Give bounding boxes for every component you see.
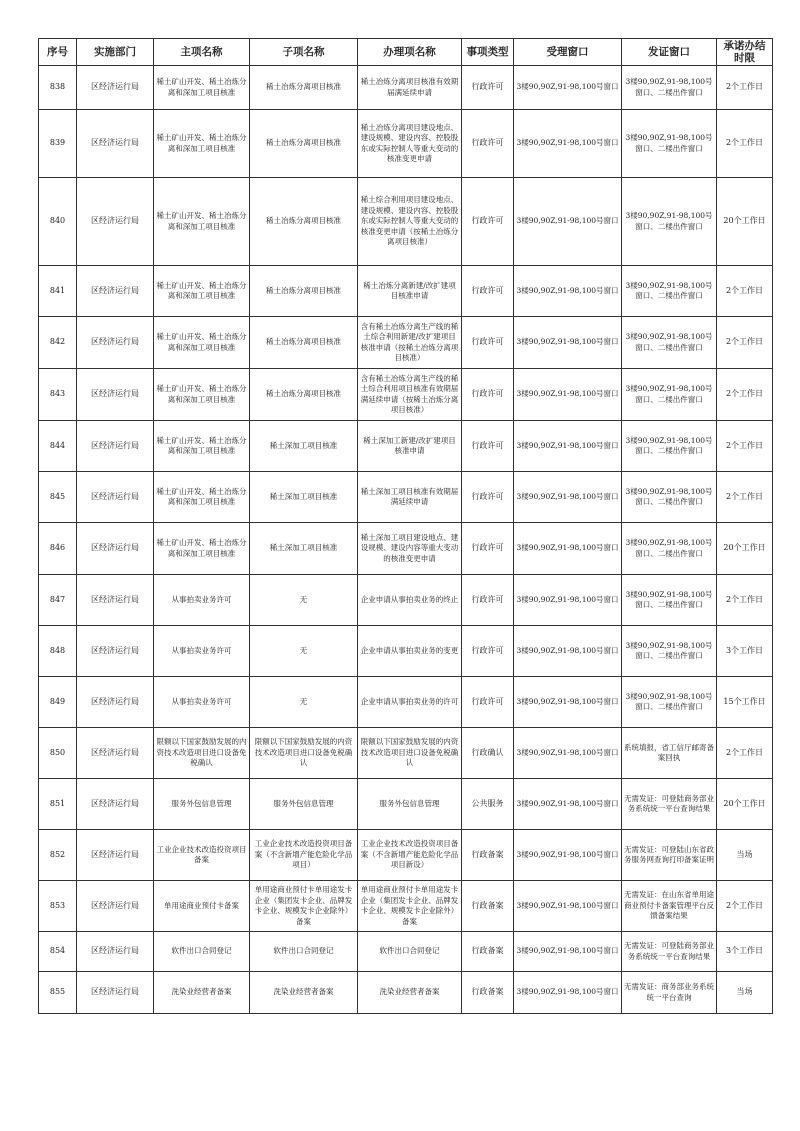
cell-type: 行政许可 — [462, 178, 514, 266]
cell-item: 企业申请从事拍卖业务的变更 — [358, 626, 462, 677]
cell-type: 行政许可 — [462, 677, 514, 728]
cell-type: 行政许可 — [462, 575, 514, 626]
cell-item: 服务外包信息管理 — [358, 779, 462, 830]
cell-no: 838 — [39, 66, 77, 110]
cell-sub: 稀土冶炼分离项目核准 — [250, 266, 358, 317]
cell-issue: 3楼90,90Z,91-98,100号窗口、二楼出件窗口 — [622, 317, 717, 369]
cell-issue: 3楼90,90Z,91-98,100号窗口、二楼出件窗口 — [622, 66, 717, 110]
cell-no: 846 — [39, 523, 77, 575]
cell-limit: 2个工作日 — [717, 575, 773, 626]
table-row — [39, 830, 773, 881]
cell-type: 行政许可 — [462, 523, 514, 575]
cell-sub: 稀土深加工项目核准 — [250, 472, 358, 523]
cell-issue: 系统填报，省工信厅邮寄备案回执 — [622, 728, 717, 779]
service-items-table — [38, 38, 773, 1014]
cell-limit: 3个工作日 — [717, 932, 773, 972]
cell-main: 软件出口合同登记 — [154, 932, 250, 972]
cell-dept: 区经济运行局 — [77, 575, 154, 626]
cell-dept: 区经济运行局 — [77, 66, 154, 110]
cell-no: 848 — [39, 626, 77, 677]
table-row — [39, 110, 773, 178]
cell-main: 稀土矿山开发、稀土冶炼分离和深加工项目核准 — [154, 178, 250, 266]
cell-accept: 3楼90,90Z,91-98,100号窗口 — [514, 317, 622, 369]
cell-type: 行政许可 — [462, 266, 514, 317]
cell-issue: 3楼90,90Z,91-98,100号窗口、二楼出件窗口 — [622, 626, 717, 677]
cell-no: 855 — [39, 972, 77, 1014]
cell-main: 工业企业技术改造投资项目备案 — [154, 830, 250, 881]
cell-accept: 3楼90,90Z,91-98,100号窗口 — [514, 523, 622, 575]
table-row — [39, 932, 773, 972]
cell-item: 稀土综合利用项目建设地点、建设规模、建设内容、控股股东或实际控制人等重大变动的核准变更申请（按稀土冶炼分离项目核准） — [358, 178, 462, 266]
cell-no: 841 — [39, 266, 77, 317]
cell-main: 稀土矿山开发、稀土冶炼分离和深加工项目核准 — [154, 421, 250, 472]
cell-item: 稀土冶炼分离项目核准有效期届满延续申请 — [358, 66, 462, 110]
cell-dept: 区经济运行局 — [77, 266, 154, 317]
header-main: 主项名称 — [154, 39, 250, 66]
table-row — [39, 677, 773, 728]
cell-no: 840 — [39, 178, 77, 266]
cell-no: 844 — [39, 421, 77, 472]
table-row — [39, 626, 773, 677]
cell-type: 行政许可 — [462, 369, 514, 421]
cell-no: 852 — [39, 830, 77, 881]
cell-dept: 区经济运行局 — [77, 881, 154, 932]
cell-sub: 稀土冶炼分离项目核准 — [250, 178, 358, 266]
cell-type: 行政许可 — [462, 626, 514, 677]
header-issue: 发证窗口 — [622, 39, 717, 66]
table-row — [39, 881, 773, 932]
cell-issue: 无需发证：商务部业务系统统一平台查询 — [622, 972, 717, 1014]
cell-limit: 2个工作日 — [717, 266, 773, 317]
cell-issue: 无需发证：在山东省单用途商业预付卡备案管理平台反馈备案结果 — [622, 881, 717, 932]
cell-main: 稀土矿山开发、稀土冶炼分离和深加工项目核准 — [154, 66, 250, 110]
table-row — [39, 178, 773, 266]
cell-main: 从事拍卖业务许可 — [154, 575, 250, 626]
cell-item: 含有稀土冶炼分离生产线的稀土综合利用新建/改扩建项目核准申请（按稀土冶炼分离项目核准） — [358, 317, 462, 369]
cell-accept: 3楼90,90Z,91-98,100号窗口 — [514, 266, 622, 317]
cell-issue: 3楼90,90Z,91-98,100号窗口、二楼出件窗口 — [622, 369, 717, 421]
cell-issue: 3楼90,90Z,91-98,100号窗口、二楼出件窗口 — [622, 178, 717, 266]
cell-dept: 区经济运行局 — [77, 830, 154, 881]
cell-item: 洗染业经营者备案 — [358, 972, 462, 1014]
cell-main: 服务外包信息管理 — [154, 779, 250, 830]
cell-dept: 区经济运行局 — [77, 779, 154, 830]
cell-sub: 稀土深加工项目核准 — [250, 421, 358, 472]
cell-main: 稀土矿山开发、稀土冶炼分离和深加工项目核准 — [154, 369, 250, 421]
cell-no: 854 — [39, 932, 77, 972]
cell-item: 单用途商业预付卡单用途发卡企业（集团发卡企业、品牌发卡企业、规模发卡企业除外）备案 — [358, 881, 462, 932]
cell-dept: 区经济运行局 — [77, 317, 154, 369]
cell-no: 851 — [39, 779, 77, 830]
header-no: 序号 — [39, 39, 77, 66]
table-body — [39, 66, 773, 1014]
cell-main: 稀土矿山开发、稀土冶炼分离和深加工项目核准 — [154, 472, 250, 523]
table-row — [39, 266, 773, 317]
cell-dept: 区经济运行局 — [77, 110, 154, 178]
cell-main: 稀土矿山开发、稀土冶炼分离和深加工项目核准 — [154, 317, 250, 369]
cell-item: 稀土深加工项目核准有效期届满延续申请 — [358, 472, 462, 523]
cell-sub: 稀土冶炼分离项目核准 — [250, 369, 358, 421]
cell-limit: 当场 — [717, 830, 773, 881]
cell-main: 从事拍卖业务许可 — [154, 677, 250, 728]
cell-limit: 2个工作日 — [717, 472, 773, 523]
cell-item: 稀土冶炼分离项目建设地点、建设规模、建设内容、控股股东或实际控制人等重大变动的核准变更申请 — [358, 110, 462, 178]
cell-no: 853 — [39, 881, 77, 932]
cell-main: 单用途商业预付卡备案 — [154, 881, 250, 932]
cell-accept: 3楼90,90Z,91-98,100号窗口 — [514, 575, 622, 626]
cell-type: 行政备案 — [462, 932, 514, 972]
table-row — [39, 472, 773, 523]
cell-sub: 稀土冶炼分离项目核准 — [250, 66, 358, 110]
cell-accept: 3楼90,90Z,91-98,100号窗口 — [514, 728, 622, 779]
table-row — [39, 972, 773, 1014]
cell-limit: 2个工作日 — [717, 110, 773, 178]
header-limit: 承诺办结时限 — [717, 39, 773, 66]
cell-limit: 20个工作日 — [717, 178, 773, 266]
cell-limit: 当场 — [717, 972, 773, 1014]
table-row — [39, 523, 773, 575]
cell-accept: 3楼90,90Z,91-98,100号窗口 — [514, 66, 622, 110]
cell-accept: 3楼90,90Z,91-98,100号窗口 — [514, 779, 622, 830]
cell-item: 稀土深加工新建/改扩建项目核准申请 — [358, 421, 462, 472]
cell-sub: 单用途商业预付卡单用途发卡企业（集团发卡企业、品牌发卡企业、规模发卡企业除外）备案 — [250, 881, 358, 932]
cell-item: 软件出口合同登记 — [358, 932, 462, 972]
cell-main: 限额以下国家鼓励发展的内资技术改造项目进口设备免税确认 — [154, 728, 250, 779]
cell-main: 从事拍卖业务许可 — [154, 626, 250, 677]
cell-dept: 区经济运行局 — [77, 677, 154, 728]
table-row — [39, 66, 773, 110]
cell-accept: 3楼90,90Z,91-98,100号窗口 — [514, 881, 622, 932]
table-row — [39, 728, 773, 779]
header-sub: 子项名称 — [250, 39, 358, 66]
cell-sub: 无 — [250, 575, 358, 626]
cell-sub: 稀土冶炼分离项目核准 — [250, 110, 358, 178]
cell-dept: 区经济运行局 — [77, 932, 154, 972]
cell-limit: 2个工作日 — [717, 728, 773, 779]
cell-sub: 稀土冶炼分离项目核准 — [250, 317, 358, 369]
cell-dept: 区经济运行局 — [77, 178, 154, 266]
cell-sub: 工业企业技术改造投资项目备案（不含新增产能危险化学品项目） — [250, 830, 358, 881]
cell-sub: 限额以下国家鼓励发展的内资技术改造项目进口设备免税确认 — [250, 728, 358, 779]
cell-item: 限额以下国家鼓励发展的内资技术改造项目进口设备免税确认 — [358, 728, 462, 779]
cell-no: 849 — [39, 677, 77, 728]
cell-limit: 2个工作日 — [717, 881, 773, 932]
cell-item: 企业申请从事拍卖业务的终止 — [358, 575, 462, 626]
cell-issue: 3楼90,90Z,91-98,100号窗口、二楼出件窗口 — [622, 677, 717, 728]
cell-dept: 区经济运行局 — [77, 369, 154, 421]
cell-dept: 区经济运行局 — [77, 421, 154, 472]
table-row — [39, 317, 773, 369]
cell-sub: 无 — [250, 677, 358, 728]
cell-sub: 无 — [250, 626, 358, 677]
cell-main: 稀土矿山开发、稀土冶炼分离和深加工项目核准 — [154, 266, 250, 317]
table-header-row — [39, 39, 773, 66]
header-type: 事项类型 — [462, 39, 514, 66]
cell-no: 847 — [39, 575, 77, 626]
cell-issue: 无需发证：可登陆商务部业务系统统一平台查询结果 — [622, 932, 717, 972]
cell-dept: 区经济运行局 — [77, 728, 154, 779]
cell-item: 稀土深加工项目建设地点、建设规模、建设内容等重大变动的核准变更申请 — [358, 523, 462, 575]
cell-type: 公共服务 — [462, 779, 514, 830]
table-row — [39, 421, 773, 472]
cell-type: 行政许可 — [462, 421, 514, 472]
cell-issue: 3楼90,90Z,91-98,100号窗口、二楼出件窗口 — [622, 523, 717, 575]
cell-limit: 20个工作日 — [717, 779, 773, 830]
cell-issue: 3楼90,90Z,91-98,100号窗口、二楼出件窗口 — [622, 421, 717, 472]
cell-accept: 3楼90,90Z,91-98,100号窗口 — [514, 472, 622, 523]
cell-limit: 15个工作日 — [717, 677, 773, 728]
cell-accept: 3楼90,90Z,91-98,100号窗口 — [514, 421, 622, 472]
table-row — [39, 369, 773, 421]
cell-type: 行政确认 — [462, 728, 514, 779]
cell-no: 850 — [39, 728, 77, 779]
cell-dept: 区经济运行局 — [77, 972, 154, 1014]
cell-accept: 3楼90,90Z,91-98,100号窗口 — [514, 178, 622, 266]
cell-accept: 3楼90,90Z,91-98,100号窗口 — [514, 932, 622, 972]
cell-type: 行政备案 — [462, 830, 514, 881]
cell-dept: 区经济运行局 — [77, 523, 154, 575]
cell-accept: 3楼90,90Z,91-98,100号窗口 — [514, 972, 622, 1014]
cell-type: 行政备案 — [462, 881, 514, 932]
cell-type: 行政许可 — [462, 110, 514, 178]
cell-main: 稀土矿山开发、稀土冶炼分离和深加工项目核准 — [154, 523, 250, 575]
cell-issue: 3楼90,90Z,91-98,100号窗口、二楼出件窗口 — [622, 472, 717, 523]
cell-dept: 区经济运行局 — [77, 472, 154, 523]
cell-issue: 3楼90,90Z,91-98,100号窗口、二楼出件窗口 — [622, 110, 717, 178]
cell-limit: 2个工作日 — [717, 317, 773, 369]
cell-issue: 3楼90,90Z,91-98,100号窗口、二楼出件窗口 — [622, 575, 717, 626]
header-dept: 实施部门 — [77, 39, 154, 66]
cell-item: 企业申请从事拍卖业务的许可 — [358, 677, 462, 728]
cell-type: 行政备案 — [462, 972, 514, 1014]
cell-no: 845 — [39, 472, 77, 523]
table-row — [39, 575, 773, 626]
cell-sub: 软件出口合同登记 — [250, 932, 358, 972]
cell-issue: 无需发证：可登陆商务部业务系统统一平台查询结果 — [622, 779, 717, 830]
cell-accept: 3楼90,90Z,91-98,100号窗口 — [514, 369, 622, 421]
cell-limit: 2个工作日 — [717, 369, 773, 421]
cell-no: 839 — [39, 110, 77, 178]
cell-sub: 服务外包信息管理 — [250, 779, 358, 830]
cell-limit: 20个工作日 — [717, 523, 773, 575]
cell-item: 含有稀土冶炼分离生产线的稀土综合利用项目核准有效期届满延续申请（按稀土冶炼分离项目核准） — [358, 369, 462, 421]
table-row — [39, 779, 773, 830]
cell-accept: 3楼90,90Z,91-98,100号窗口 — [514, 677, 622, 728]
cell-limit: 3个工作日 — [717, 626, 773, 677]
cell-accept: 3楼90,90Z,91-98,100号窗口 — [514, 626, 622, 677]
cell-dept: 区经济运行局 — [77, 626, 154, 677]
cell-limit: 2个工作日 — [717, 421, 773, 472]
cell-accept: 3楼90,90Z,91-98,100号窗口 — [514, 110, 622, 178]
cell-main: 洗染业经营者备案 — [154, 972, 250, 1014]
cell-item: 稀土冶炼分离新建/改扩建项目核准申请 — [358, 266, 462, 317]
cell-sub: 稀土深加工项目核准 — [250, 523, 358, 575]
cell-sub: 洗染业经营者备案 — [250, 972, 358, 1014]
cell-accept: 3楼90,90Z,91-98,100号窗口 — [514, 830, 622, 881]
cell-type: 行政许可 — [462, 66, 514, 110]
cell-no: 842 — [39, 317, 77, 369]
cell-issue: 无需发证：可登陆山东省政务服务网查询打印备案证明 — [622, 830, 717, 881]
cell-limit: 2个工作日 — [717, 66, 773, 110]
cell-type: 行政许可 — [462, 317, 514, 369]
cell-issue: 3楼90,90Z,91-98,100号窗口、二楼出件窗口 — [622, 266, 717, 317]
cell-no: 843 — [39, 369, 77, 421]
header-item: 办理项名称 — [358, 39, 462, 66]
header-accept: 受理窗口 — [514, 39, 622, 66]
cell-main: 稀土矿山开发、稀土冶炼分离和深加工项目核准 — [154, 110, 250, 178]
cell-type: 行政许可 — [462, 472, 514, 523]
cell-item: 工业企业技术改造投资项目备案（不含新增产能危险化学品项目新设） — [358, 830, 462, 881]
